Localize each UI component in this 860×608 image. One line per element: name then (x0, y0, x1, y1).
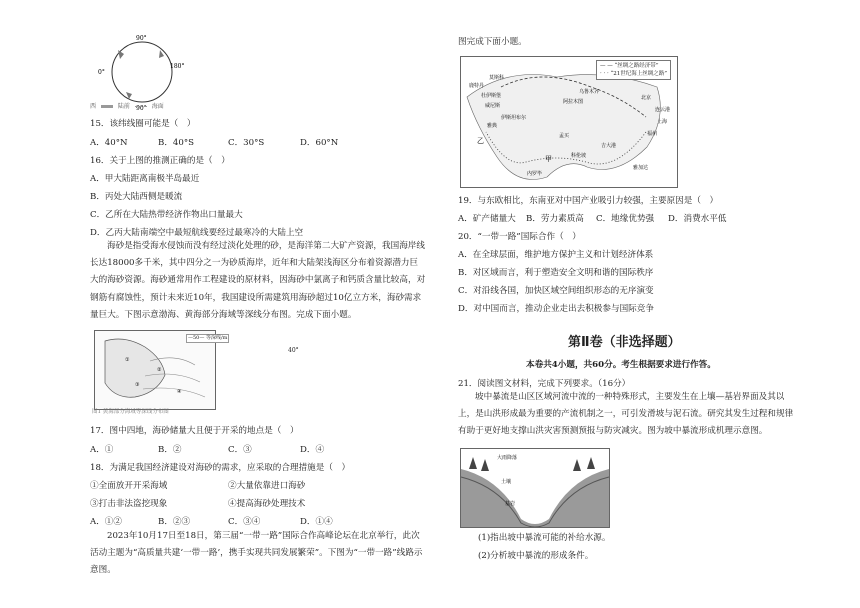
q19-stem: 19．与东欧相比，东南亚对中国产业吸引力较强，主要原因是（ ） (458, 196, 719, 206)
q20-option-a: A．在全球层面，维护地方保护主义和计划经济体系 (458, 250, 654, 260)
circle-label-bottom: 90° (136, 105, 147, 112)
svg-text:福州: 福州 (647, 131, 658, 137)
q16-option-a: A．甲大陆距离南极半岛最近 (90, 174, 200, 184)
section-title: 第Ⅱ卷（非选择题） (568, 335, 681, 350)
svg-text:伊斯坦布尔: 伊斯坦布尔 (501, 115, 527, 121)
svg-text:④: ④ (177, 389, 182, 395)
svg-text:科伦坡: 科伦坡 (571, 153, 587, 159)
sea-sand-passage: 海砂是指受海水侵蚀而没有经过淡化处理的砂，是海洋第二大矿产资源，我国海岸线长达18000多千米，其中四分之一为砂质海岸，近年和大陆架浅海区分布着资源潜力巨大的海砂资源。海砂通常用作工程建设的原材料，因海砂中氯离子和钙质含量比较高，对钢筋有腐蚀性，预计未来近10年，我国建设所需建筑用海砂超过10亿立方米，海砂需求量巨大。下图示意渤海、黄海部分海域等深线分布图。完成下面小题。 (90, 241, 426, 320)
q15-option-a: A．40°N (90, 138, 128, 148)
svg-text:孟买: 孟买 (559, 133, 570, 139)
q15-option-c: C．30°S (228, 138, 265, 148)
subsurface-flow-figure (460, 448, 610, 528)
svg-text:乙: 乙 (477, 137, 484, 145)
q18-stem: 18．为满足我国经济建设对海砂的需求，应采取的合理措施是（ ） (90, 463, 351, 473)
q17-option-b: B．② (158, 445, 182, 455)
q20-option-c: C．对沿线各国，加快区域空间组织形态的无序演变 (458, 286, 654, 296)
q18-option-a: A．①② (90, 517, 122, 527)
svg-text:基岩: 基岩 (505, 501, 516, 507)
svg-text:阿拉木图: 阿拉木图 (563, 99, 584, 105)
q15-option-b: B．40°S (158, 138, 195, 148)
svg-text:杜伊斯堡: 杜伊斯堡 (481, 93, 502, 99)
q18-option-d: D．①④ (300, 517, 333, 527)
q20-option-b: B．对区域而言，利于塑造安全文明和谐的国际秩序 (458, 268, 654, 278)
q18-item-3: ③打击非法盗挖现象 (90, 499, 168, 509)
q21-sub-1: (1)指出坡中暴流可能的补给水源。 (478, 533, 611, 543)
section-note: 本卷共4小题，共60分。考生根据要求进行作答。 (526, 360, 716, 370)
legend-road: · · · “21世纪海上丝绸之路” (600, 71, 668, 77)
q21-passage: 坡中暴流是山区区域河流中流的一种特殊形式，主要发生在上壤—基岩界面及其以上，是山洪形成最为重要的产流机制之一，可引发滑坡与泥石流。研究其发生过程和规律有助于更好地支撑山洪灾害预测预报与防灾减灾。图为坡中暴流形成机理示意图。 (458, 392, 794, 437)
svg-text:②: ② (157, 367, 162, 373)
svg-text:大雨降落: 大雨降落 (497, 455, 518, 461)
q18-item-2: ②大量依靠进口海砂 (228, 481, 306, 491)
q16-option-c: C．乙所在大陆热带经济作物出口量最大 (90, 210, 243, 220)
q19-option-c: C．地缘优势强 (596, 214, 655, 224)
q17-option-d: D．④ (300, 445, 325, 455)
q21-stem: 21．阅读图文材料，完成下列要求。（16分） (458, 379, 631, 389)
q19-option-a: A．矿产储量大 (458, 214, 516, 224)
q16-stem: 16．关于上图的推测正确的是（ ） (90, 156, 230, 166)
q15-stem: 15．该纬线圈可能是（ ） (90, 119, 196, 129)
q15-option-d: D．60°N (300, 138, 339, 148)
q17-stem: 17．图中四地，海砂储量大且便于开采的地点是（ ） (90, 426, 299, 436)
q19-option-d: D．消费水平低 (668, 214, 727, 224)
svg-text:北京: 北京 (641, 95, 652, 101)
svg-text:③: ③ (135, 382, 140, 388)
latitude-circle-figure (98, 32, 188, 112)
svg-text:雅加达: 雅加达 (633, 165, 649, 171)
sea-map-caption: 图1 黄海部分海域等深线分布图 (92, 409, 169, 415)
q18-item-4: ④提高海砂处理技术 (228, 499, 306, 509)
latitude-label: 40° (288, 347, 299, 354)
circle-label-right: 180° (170, 63, 185, 70)
q21-sub-2: (2)分析坡中暴流的形成条件。 (478, 551, 594, 561)
svg-text:甲: 甲 (545, 155, 552, 163)
q19-option-b: B．劳力素质高 (526, 214, 584, 224)
isobath-legend: —50— 等深线/m (188, 335, 228, 341)
continued-line: 图完成下面小题。 (458, 37, 527, 47)
svg-text:吉大港: 吉大港 (601, 143, 617, 149)
svg-text:①: ① (125, 357, 130, 363)
q16-option-d: D．乙丙大陆南端空中最短航线要经过最寒冷的大陆上空 (90, 228, 304, 238)
svg-text:连云港: 连云港 (655, 107, 671, 113)
circle-label-top: 90° (136, 35, 147, 42)
bri-intro-passage: 2023年10月17日至18日，第三届“一带一路”国际合作高峰论坛在北京举行，此次活动主题为“高质量共建‘一带一路’，携手实现共同发展繁荣”。下图为“一带一路”线路示意图。 (90, 531, 423, 576)
circle-legend: 西 陆前 海面 (90, 103, 164, 110)
svg-text:土壤: 土壤 (501, 479, 512, 485)
map-legend (596, 60, 671, 80)
svg-text:雅典: 雅典 (487, 123, 498, 129)
q17-option-c: C．③ (228, 445, 252, 455)
q18-option-c: C．③④ (228, 517, 261, 527)
q18-option-b: B．②③ (158, 517, 191, 527)
svg-text:莫斯科: 莫斯科 (489, 75, 505, 81)
svg-text:鹿特丹: 鹿特丹 (469, 83, 485, 89)
circle-label-left: 0° (98, 69, 105, 76)
q18-item-1: ①全面放开开采海域 (90, 481, 168, 491)
svg-text:乌鲁木齐: 乌鲁木齐 (579, 89, 600, 95)
q20-option-d: D．对中国而言，推动企业走出去积极参与国际竞争 (458, 304, 654, 314)
q20-stem: 20．“一带一路”国际合作（ ） (458, 232, 581, 242)
q16-option-b: B．丙处大陆西侧是暖流 (90, 192, 183, 202)
svg-text:内罗毕: 内罗毕 (527, 171, 543, 177)
q17-option-a: A．① (90, 445, 114, 455)
legend-belt: — — “丝绸之路经济带” (600, 63, 659, 69)
svg-text:上海: 上海 (657, 119, 668, 125)
svg-text:威尼斯: 威尼斯 (485, 103, 501, 109)
